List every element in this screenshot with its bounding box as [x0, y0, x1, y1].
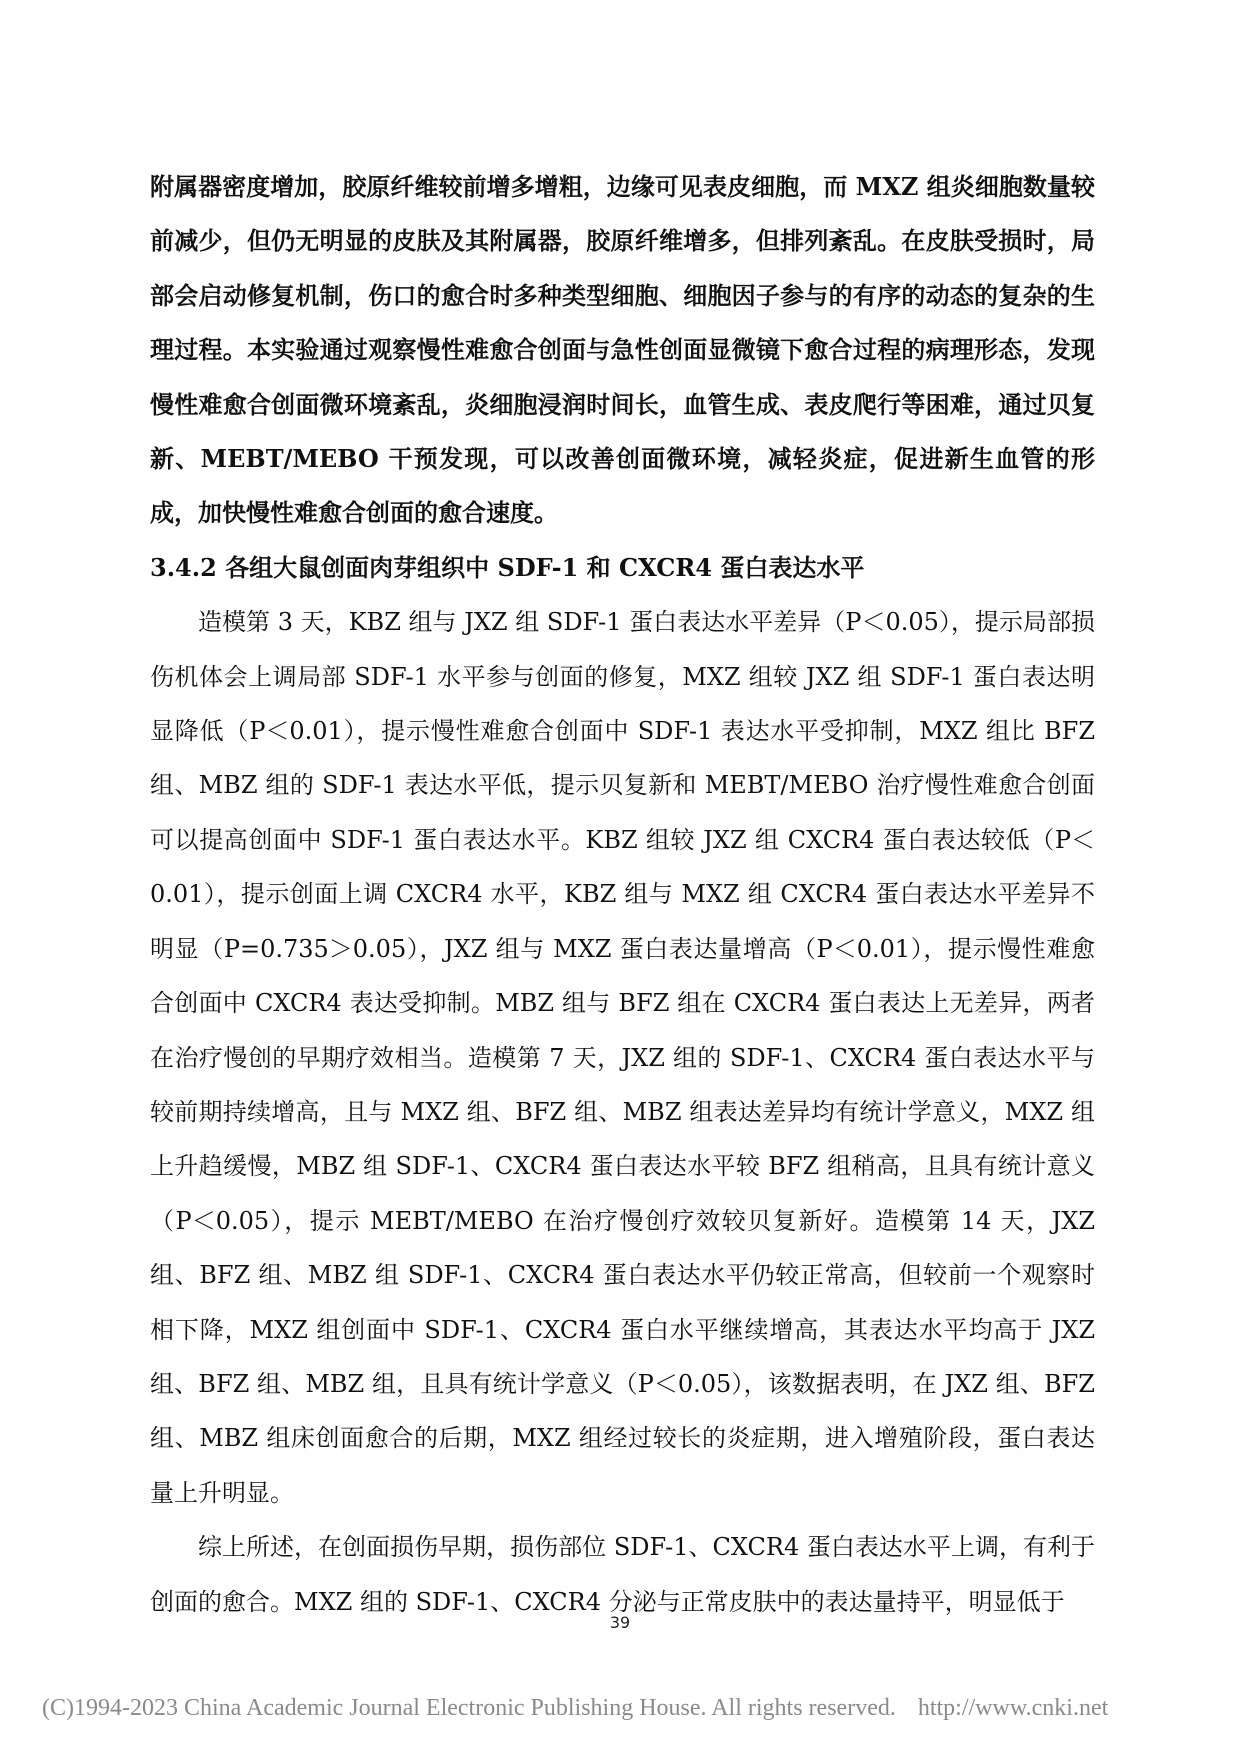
copyright-footer — [42, 1695, 1202, 1722]
page-number: 39 — [609, 1613, 631, 1632]
paragraph-summary: 综上所述，在创面损伤早期，损伤部位 SDF-1、CXCR4 蛋白表达水平上调，有利于创面的愈合。MXZ 组的 SDF-1、CXCR4 分泌与正常皮肤中的表达量持平，明显低于 — [150, 1533, 1095, 1616]
footer-url: http://www.cnki.net — [917, 1695, 1109, 1721]
section-heading: 3.4.2 各组大鼠创面肉芽组织中 SDF-1 和 CXCR4 蛋白表达水平 — [150, 552, 865, 582]
document-body — [150, 160, 1095, 1629]
paragraph-sdf1-cxcr4-results: 造模第 3 天，KBZ 组与 JXZ 组 SDF-1 蛋白表达水平差异（P＜0.05），提示局部损伤机体会上调局部 SDF-1 水平参与创面的修复，MXZ 组较 JXZ 组 SDF-1 蛋白表达明显降低（P＜0.01），提示慢性难愈合创面中 SDF-1 表达水平受抑制，MXZ 组比 BFZ 组、MBZ 组的 SDF-1 表达水平低，提示贝复新和 MEBT/MEBO 治疗慢性难愈合创面可以提高创面中 SDF-1 蛋白表达水平。KBZ 组较 JXZ 组 CXCR4 蛋白表达较低（P＜0.01），提示创面上调 CXCR4 水平，KBZ 组与 MXZ 组 CXCR4 蛋白表达水平差异不明显（P=0.735＞0.05），JXZ 组与 MXZ 蛋白表达量增高（P＜0.01），提示慢性难愈合创面中 CXCR4 表达受抑制。MBZ 组与 BFZ 组在 CXCR4 蛋白表达上无差异，两者在治疗慢创的早期疗效相当。造模第 7 天，JXZ 组的 SDF-1、CXCR4 蛋白表达水平与较前期持续增高，且与 MXZ 组、BFZ 组、MBZ 组表达差异均有统计学意义，MXZ 组上升趋缓慢，MBZ 组 SDF-1、CXCR4 蛋白表达水平较 BFZ 组稍高，且具有统计意义（P＜0.05），提示 MEBT/MEBO 在治疗慢创疗效较贝复新好。造模第 14 天，JXZ 组、BFZ 组、MBZ 组 SDF-1、CXCR4 蛋白表达水平仍较正常高，但较前一个观察时相下降，MXZ 组创面中 SDF-1、CXCR4 蛋白水平继续增高，其表达水平均高于 JXZ 组、BFZ 组、MBZ 组，且具有统计学意义（P＜0.05），该数据表明，在 JXZ 组、BFZ 组、MBZ 组床创面愈合的后期，MXZ 组经过较长的炎症期，进入增殖阶段，蛋白表达量上升明显。 — [150, 608, 1095, 1507]
copyright-text: (C)1994-2023 China Academic Journal Electronic Publishing House. All rights reserved. — [42, 1695, 896, 1721]
paragraph-pathology-discussion: 附属器密度增加，胶原纤维较前增多增粗，边缘可见表皮细胞，而 MXZ 组炎细胞数量较前减少，但仍无明显的皮肤及其附属器，胶原纤维增多，但排列紊乱。在皮肤受损时，局部会启动修复机制，伤口的愈合时多种类型细胞、细胞因子参与的有序的动态的复杂的生理过程。本实验通过观察慢性难愈合创面与急性创面显微镜下愈合过程的病理形态，发现慢性难愈合创面微环境紊乱，炎细胞浸润时间长，血管生成、表皮爬行等困难，通过贝复新、MEBT/MEBO 干预发现，可以改善创面微环境，减轻炎症，促进新生血管的形成，加快慢性难愈合创面的愈合速度。 — [150, 172, 1095, 528]
